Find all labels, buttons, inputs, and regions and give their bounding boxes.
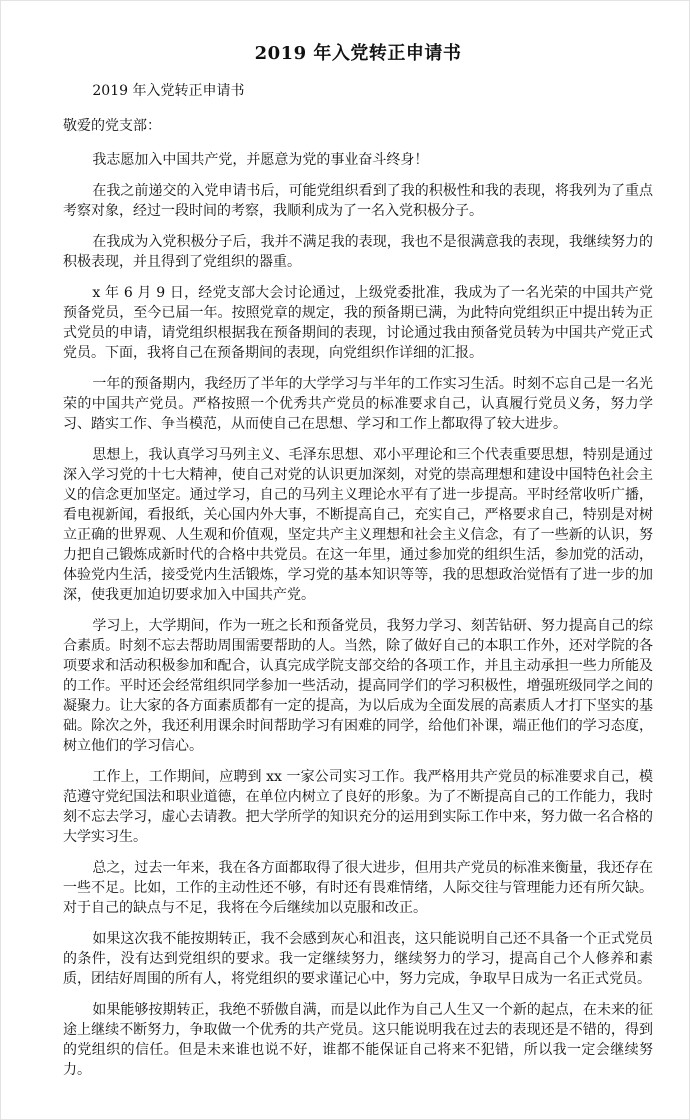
paragraph: 工作上，工作期间，应聘到 xx 一家公司实习工作。我严格用共产党员的标准要求自己，模范遵守党纪国法和职业道德，在单位内树立了良好的形象。为了不断提高自己的工作能力，我时刻不忘去学习，虚心去请教。把大学所学的知识充分的运用到实际工作中来，努力做一名合格的大学实习生。 [63,769,653,845]
paragraph: 在我之前递交的入党申请书后，可能党组织看到了我的积极性和我的表现，将我列为了重点考察对象，经过一段时间的考察，我顺利成为了一名入党积极分子。 [63,183,653,219]
paragraph: 总之，过去一年来，我在各方面都取得了很大进步，但用共产党员的标准来衡量，我还存在一些不足。比如，工作的主动性还不够，有时还有畏难情绪，人际交往与管理能力还有所欠缺。对于自己的缺点与不足，我将在今后继续加以克服和改正。 [63,860,653,916]
paragraph: 在我成为入党积极分子后，我并不满足我的表现，我也不是很满意我的表现，我继续努力的积极表现，并且得到了党组织的器重。 [63,234,653,270]
paragraph: 思想上，我认真学习马列主义、毛泽东思想、邓小平理论和三个代表重要思想，特别是通过深入学习党的十七大精神，使自己对党的认识更加深刻，对党的崇高理想和建设中国特色社会主义的信念更加坚定。通过学习，自己的马列主义理论水平有了进一步提高。平时经常收听广播，看电视新闻，看报纸，关心国内外大事，不断提高自己，充实自己，严格要求自己，特别是对树立正确的世界观、人生观和价值观，坚定共产主义理想和社会主义信念，有了一些新的认识，努力把自己锻炼成新时代的合格中共党员。在这一年里，通过参加党的组织生活，参加党的活动，体验党内生活，接受党内生活锻炼，学习党的基本知识等等，我的思想政治觉悟有了进一步的加深，使我更加迫切要求加入中国共产党。 [63,447,653,603]
salutation-line: 敬爱的党支部： [63,118,161,134]
paragraph: x 年 6 月 9 日，经党支部大会讨论通过，上级党委批准，我成为了一名光荣的中国共产党预备党员，至今已届一年。按照党章的规定，我的预备期已满，为此特向党组织正中提出转为正式党员的申请，请党组织根据我在预备期间的表现，讨论通过我由预备党员转为中国共产党正式党员。下面，我将自己在预备期间的表现，向党组织作详细的汇报。 [63,285,653,361]
paragraph: 如果能够按期转正，我绝不骄傲自满，而是以此作为自己人生又一个新的起点，在未来的征途上继续不断努力，争取做一个优秀的共产党员。这只能说明我在过去的表现还是不错的，得到的党组织的信任。但是未来谁也说不好，谁都不能保证自己将来不犯错，所以我一定会继续努力。 [63,1002,653,1078]
paragraph: 如果这次我不能按期转正，我不会感到灰心和沮丧，这只能说明自己还不具备一个正式党员的条件，没有达到党组织的要求。我一定继续努力，继续努力的学习，提高自己个人修养和素质，团结好周围的所有人，将党组织的要求谨记心中，努力完成，争取早日成为一名正式党员。 [63,931,653,987]
paragraph: 一年的预备期内，我经历了半年的大学学习与半年的工作实习生活。时刻不忘自己是一名光荣的中国共产党员。严格按照一个优秀共产党员的标准要求自己，认真履行党员义务，努力学习、踏实工作、争当模范，从而使自己在思想、学习和工作上都取得了较大进步。 [63,376,653,432]
document-subtitle: 2019 年入党转正申请书 [92,83,245,99]
document-title: 2019 年入党转正申请书 [254,43,462,64]
document-body [63,150,653,1080]
paragraph: 我志愿加入中国共产党，并愿意为党的事业奋斗终身！ [92,152,429,168]
paragraph: 学习上，大学期间，作为一班之长和预备党员，我努力学习、刻苦钻研、努力提高自己的综合素质。时刻不忘去帮助周围需要帮助的人。当然，除了做好自己的本职工作外，还对学院的各项要求和活动积极参加和配合，认真完成学院支部交给的各项工作，并且主动承担一些力所能及的工作。平时还会经常组织同学参加一些活动，提高同学们的学习积极性，增强班级同学之间的凝聚力。让大家的各方面素质都有一定的提高，为以后成为全面发展的高素质人才打下坚实的基础。除次之外，我还利用课余时间帮助学习有困难的同学，给他们补课，端正他们的学习态度，树立他们的学习信心。 [63,618,653,754]
